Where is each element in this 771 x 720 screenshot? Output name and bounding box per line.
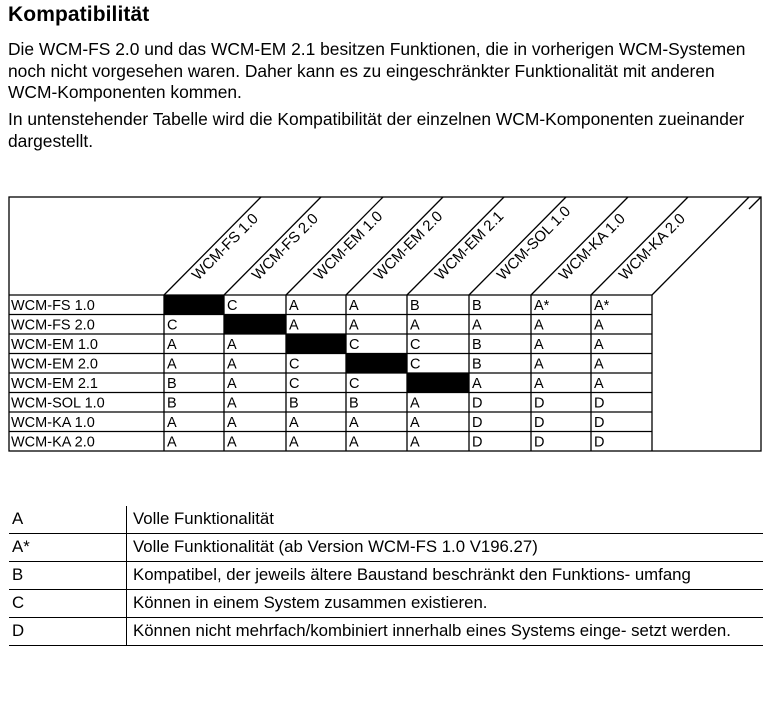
row-label: WCM-EM 2.0 bbox=[11, 356, 98, 373]
column-header: WCM-EM 2.1 bbox=[431, 207, 508, 284]
self-cell bbox=[286, 334, 346, 354]
column-header: WCM-FS 1.0 bbox=[188, 210, 262, 284]
matrix-cell: C bbox=[227, 298, 238, 314]
matrix-cell: A bbox=[534, 317, 544, 334]
matrix-cell: A bbox=[410, 434, 420, 451]
header-diagonal bbox=[164, 197, 261, 295]
matrix-cell: C bbox=[167, 317, 178, 334]
matrix-cell: A bbox=[167, 415, 177, 431]
matrix-cell: A bbox=[227, 434, 237, 451]
matrix-cell: A bbox=[167, 356, 177, 373]
legend-description: Volle Funktionalität (ab Version WCM-FS 1.0 V196.27) bbox=[133, 537, 538, 556]
matrix-cell: C bbox=[349, 337, 360, 353]
matrix-cell: A bbox=[227, 337, 237, 353]
column-header: WCM-EM 2.0 bbox=[370, 207, 447, 284]
matrix-cell: A bbox=[534, 337, 544, 353]
matrix-cell: A* bbox=[594, 298, 610, 314]
matrix-cell: D bbox=[472, 434, 483, 451]
header-diagonal bbox=[286, 197, 383, 295]
header-diagonal bbox=[749, 197, 761, 209]
header-diagonal bbox=[407, 197, 504, 295]
legend-code: B bbox=[9, 562, 127, 590]
row-label: WCM-EM 1.0 bbox=[11, 337, 98, 353]
header-diagonal bbox=[531, 197, 628, 295]
header-diagonal bbox=[652, 197, 749, 295]
row-label: WCM-EM 2.1 bbox=[11, 376, 98, 392]
matrix-cell: A bbox=[534, 376, 544, 392]
matrix-cell: C bbox=[289, 376, 300, 392]
header-diagonal bbox=[469, 197, 566, 295]
self-cell bbox=[224, 315, 286, 335]
matrix-cell: B bbox=[167, 376, 177, 392]
matrix-cell: A bbox=[410, 415, 420, 431]
self-cell bbox=[407, 373, 469, 393]
matrix-cell: A bbox=[227, 395, 237, 412]
matrix-cell: B bbox=[349, 395, 359, 412]
matrix-cell: B bbox=[472, 298, 482, 314]
matrix-cell: C bbox=[410, 337, 421, 353]
legend-description: Können nicht mehrfach/kombiniert innerhalb eines Systems einge- setzt werden. bbox=[133, 621, 731, 640]
table-intro-paragraph: In untenstehender Tabelle wird die Kompatibilität der einzelnen WCM-Komponenten zueinander dargestellt. bbox=[8, 109, 745, 151]
matrix-cell: A bbox=[349, 434, 359, 451]
header-diagonal bbox=[224, 197, 321, 295]
matrix-cell: B bbox=[410, 298, 420, 314]
matrix-cell: A bbox=[349, 415, 359, 431]
matrix-cell: A bbox=[349, 317, 359, 334]
matrix-cell: B bbox=[167, 395, 177, 412]
legend-code: A bbox=[9, 506, 127, 534]
row-label: WCM-KA 2.0 bbox=[11, 434, 95, 451]
matrix-cell: D bbox=[472, 395, 483, 412]
legend-code: D bbox=[9, 618, 127, 646]
column-header: WCM-EM 1.0 bbox=[310, 207, 387, 284]
legend-row bbox=[9, 590, 763, 618]
matrix-cell: A bbox=[472, 317, 482, 334]
matrix-cell: D bbox=[534, 415, 545, 431]
matrix-frame bbox=[9, 197, 761, 451]
legend-code: A* bbox=[9, 534, 127, 562]
matrix-cell: A bbox=[289, 434, 299, 451]
matrix-cell: D bbox=[472, 415, 483, 431]
legend-description: Kompatibel, der jeweils ältere Baustand beschränkt den Funktions- umfang bbox=[133, 565, 691, 584]
matrix-cell: A bbox=[227, 356, 237, 373]
legend-code: C bbox=[9, 590, 127, 618]
legend-row bbox=[9, 534, 763, 562]
matrix-cell: A bbox=[167, 434, 177, 451]
header-diagonal bbox=[346, 197, 443, 295]
matrix-cell: A bbox=[594, 317, 604, 334]
legend-row bbox=[9, 506, 763, 534]
matrix-cell: B bbox=[472, 337, 482, 353]
matrix-cell: A bbox=[289, 415, 299, 431]
matrix-cell: C bbox=[289, 356, 300, 373]
matrix-cell: A bbox=[227, 415, 237, 431]
matrix-cell: A bbox=[289, 317, 299, 334]
matrix-cell: A bbox=[227, 376, 237, 392]
column-header: WCM-SOL 1.0 bbox=[493, 202, 575, 284]
legend-description: Volle Funktionalität bbox=[133, 509, 274, 528]
column-header: WCM-KA 1.0 bbox=[555, 210, 629, 284]
matrix-cell: C bbox=[410, 356, 421, 373]
matrix-cell: A bbox=[410, 317, 420, 334]
matrix-cell: A bbox=[594, 356, 604, 373]
matrix-cell: A* bbox=[534, 298, 550, 314]
matrix-cell: A bbox=[594, 376, 604, 392]
matrix-cell: B bbox=[472, 356, 482, 373]
matrix-cell: D bbox=[594, 415, 605, 431]
self-cell bbox=[346, 354, 407, 374]
legend-row bbox=[9, 562, 763, 590]
legend-row bbox=[9, 618, 763, 646]
row-label: WCM-FS 1.0 bbox=[11, 298, 95, 314]
intro-paragraph: Die WCM-FS 2.0 und das WCM-EM 2.1 besitzen Funktionen, die in vorherigen WCM-Systemen noch nicht vorgesehen waren. Daher kann es zu eingeschränkter Funktionalität mit anderen WCM-Komponenten kommen. bbox=[8, 39, 746, 102]
self-cell bbox=[164, 295, 224, 315]
matrix-cell: B bbox=[289, 395, 299, 412]
row-label: WCM-SOL 1.0 bbox=[11, 395, 105, 412]
matrix-cell: C bbox=[349, 376, 360, 392]
header-diagonal bbox=[591, 197, 688, 295]
column-header: WCM-KA 2.0 bbox=[615, 210, 689, 284]
matrix-cell: A bbox=[594, 337, 604, 353]
matrix-cell: A bbox=[534, 356, 544, 373]
matrix-cell: D bbox=[534, 395, 545, 412]
matrix-cell: A bbox=[410, 395, 420, 412]
matrix-cell: D bbox=[594, 395, 605, 412]
matrix-cell: A bbox=[289, 298, 299, 314]
matrix-cell: D bbox=[534, 434, 545, 451]
matrix-cell: A bbox=[349, 298, 359, 314]
row-label: WCM-KA 1.0 bbox=[11, 415, 95, 431]
legend-description: Können in einem System zusammen existieren. bbox=[133, 593, 488, 612]
row-label: WCM-FS 2.0 bbox=[11, 317, 95, 334]
matrix-cell: A bbox=[472, 376, 482, 392]
matrix-cell: D bbox=[594, 434, 605, 451]
section-heading: Kompatibilität bbox=[8, 3, 150, 26]
matrix-cell: A bbox=[167, 337, 177, 353]
legend-table bbox=[9, 506, 763, 646]
column-header: WCM-FS 2.0 bbox=[248, 210, 322, 284]
